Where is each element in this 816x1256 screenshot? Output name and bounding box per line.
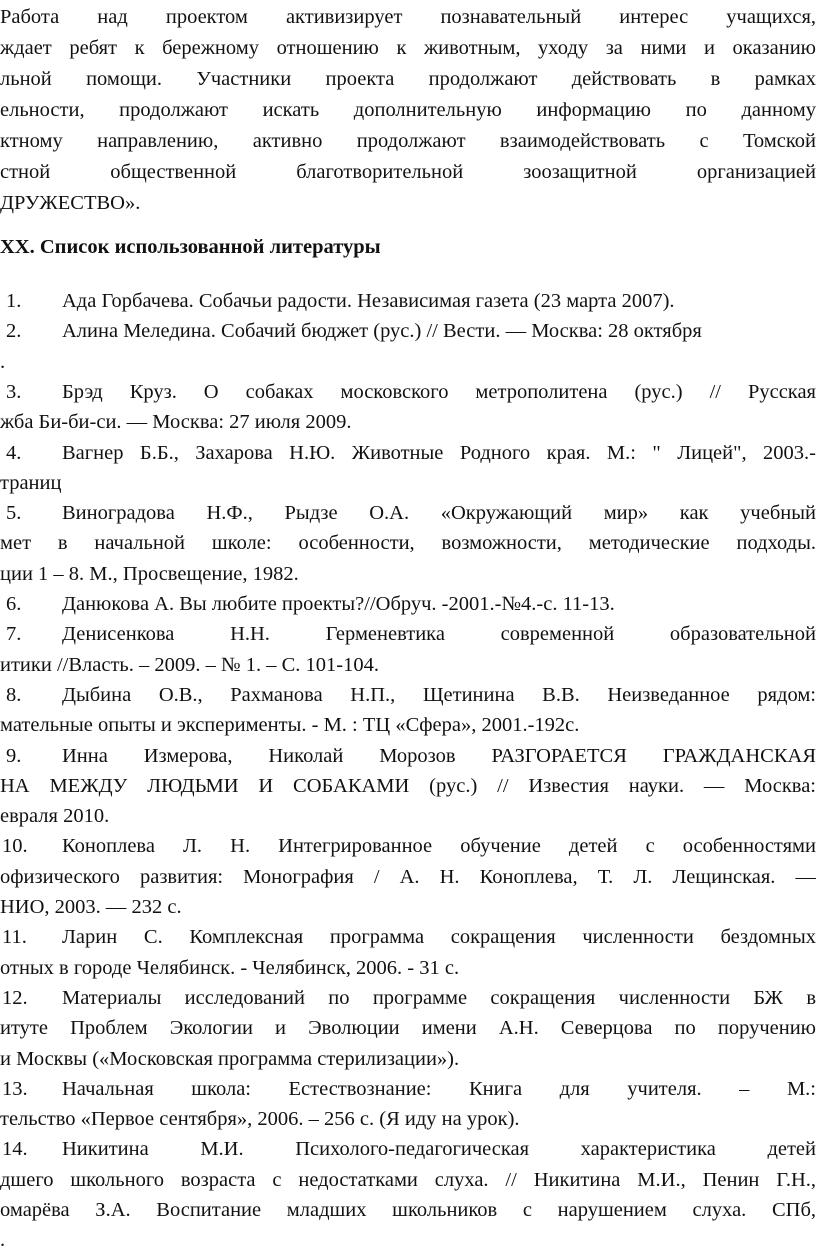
reference-continuation: жба Би-би-си. — Москва: 27 июля 2009.: [0, 411, 352, 434]
reference-number: 10.: [2, 835, 28, 858]
reference-text: Никитина М.И. Психолого-педагогическая характеристика детей: [62, 1138, 816, 1161]
reference-number: 13.: [2, 1077, 28, 1100]
section-heading: XX. Список использованной литературы: [0, 236, 381, 258]
reference-item: [0, 619, 816, 649]
intro-line: ктному направлению, активно продолжают взаимодействовать с Томской: [0, 130, 816, 152]
reference-number: 11.: [2, 926, 27, 949]
reference-continuation: евраля 2010.: [0, 805, 110, 828]
reference-item: [0, 741, 816, 771]
reference-number: 5.: [6, 502, 22, 525]
reference-continuation: мет в начальной школе: особенности, возможности, методические подходы.: [0, 532, 816, 555]
reference-text: Дыбина О.В., Рахманова Н.П., Щетинина В.В. Неизведанное рядом:: [62, 683, 816, 706]
reference-number: 12.: [2, 986, 28, 1009]
reference-item: [0, 316, 816, 346]
reference-text: Вагнер Б.Б., Захарова Н.Ю. Животные Родного края. М.: " Лицей", 2003.-: [62, 441, 816, 464]
reference-item: [0, 589, 816, 619]
intro-line: ельности, продолжают искать дополнительную информацию по данному: [0, 99, 816, 121]
reference-number: 7.: [6, 623, 22, 646]
intro-line: ждает ребят к бережному отношению к животным, уходу за ними и оказанию: [0, 37, 816, 59]
reference-item: [0, 286, 816, 316]
intro-line: стной общественной благотворительной зоозащитной организацией: [0, 161, 816, 183]
reference-number: 14.: [2, 1138, 28, 1161]
reference-number: 2.: [6, 320, 22, 343]
reference-text: Данюкова А. Вы любите проекты?//Обруч. -2001.-№4.-с. 11-13.: [62, 593, 615, 615]
reference-item: [0, 1134, 816, 1164]
reference-continuation: .: [0, 1229, 6, 1252]
reference-text: Виноградова Н.Ф., Рыдзе О.А. «Окружающий мир» как учебный: [62, 502, 816, 525]
reference-number: 8.: [6, 683, 22, 706]
reference-item: [0, 498, 816, 528]
intro-line: Работа над проектом активизирует познавательный интерес учащихся,: [0, 6, 816, 28]
reference-item: [0, 438, 816, 468]
reference-continuation: НА МЕЖДУ ЛЮДЬМИ И СОБАКАМИ (рус.) // Известия науки. — Москва:: [0, 774, 816, 797]
reference-text: Материалы исследований по программе сокращения численности БЖ в: [62, 986, 816, 1009]
reference-continuation: итики //Власть. – 2009. – № 1. – С. 101-104.: [0, 653, 379, 676]
reference-number: 3.: [6, 380, 22, 403]
reference-text: Ада Горбачева. Собачьи радости. Независимая газета (23 марта 2007).: [62, 290, 675, 312]
reference-text: Начальная школа: Естествознание: Книга для учителя. – М.:: [62, 1077, 816, 1100]
reference-continuation: дшего школьного возраста с недостатками слуха. // Никитина М.И., Пенин Г.Н.,: [0, 1168, 816, 1191]
reference-continuation: отных в городе Челябинск. - Челябинск, 2006. - 31 с.: [0, 956, 460, 979]
reference-text: Ларин С. Комплексная программа сокращения численности бездомных: [62, 926, 816, 949]
reference-item: [0, 983, 816, 1013]
reference-continuation: .: [0, 350, 6, 373]
reference-continuation: офизического развития: Монография / А. Н. Коноплева, Т. Л. Лещинская. —: [0, 865, 816, 888]
reference-continuation: тельство «Первое сентября», 2006. – 256 с. (Я иду на урок).: [0, 1108, 520, 1131]
reference-number: 6.: [6, 593, 22, 615]
reference-continuation: ции 1 – 8. М., Просвещение, 1982.: [0, 562, 299, 585]
reference-number: 1.: [6, 290, 22, 312]
reference-continuation: и Москвы («Московская программа стерилизации»).: [0, 1047, 460, 1070]
reference-number: 4.: [6, 441, 22, 464]
reference-item: [0, 680, 816, 710]
reference-item: [0, 1074, 816, 1104]
reference-text: Денисенкова Н.Н. Герменевтика современной образовательной: [62, 623, 816, 646]
reference-continuation: мательные опыты и эксперименты. - М. : ТЦ «Сфера», 2001.-192с.: [0, 714, 580, 737]
reference-text: Брэд Круз. О собаках московского метрополитена (рус.) // Русская: [62, 380, 816, 403]
reference-continuation: траниц: [0, 471, 62, 494]
reference-item: [0, 831, 816, 861]
reference-continuation: омарёва З.А. Воспитание младших школьников с нарушением слуха. СПб,: [0, 1199, 816, 1221]
intro-line: льной помощи. Участники проекта продолжают действовать в рамках: [0, 68, 816, 90]
reference-item: [0, 922, 816, 952]
reference-text: Инна Измерова, Николай Морозов РАЗГОРАЕТСЯ ГРАЖДАНСКАЯ: [62, 744, 816, 767]
reference-number: 9.: [6, 744, 22, 767]
reference-continuation: НИО, 2003. — 232 с.: [0, 896, 182, 918]
reference-item: [0, 377, 816, 407]
intro-line: ДРУЖЕСТВО».: [0, 192, 141, 214]
reference-text: Коноплева Л. Н. Интегрированное обучение детей с особенностями: [62, 835, 816, 858]
reference-text: Алина Меледина. Собачий бюджет (рус.) // Вести. — Москва: 28 октября: [62, 320, 702, 343]
reference-continuation: итуте Проблем Экологии и Эволюции имени А.Н. Северцова по поручению: [0, 1017, 816, 1040]
